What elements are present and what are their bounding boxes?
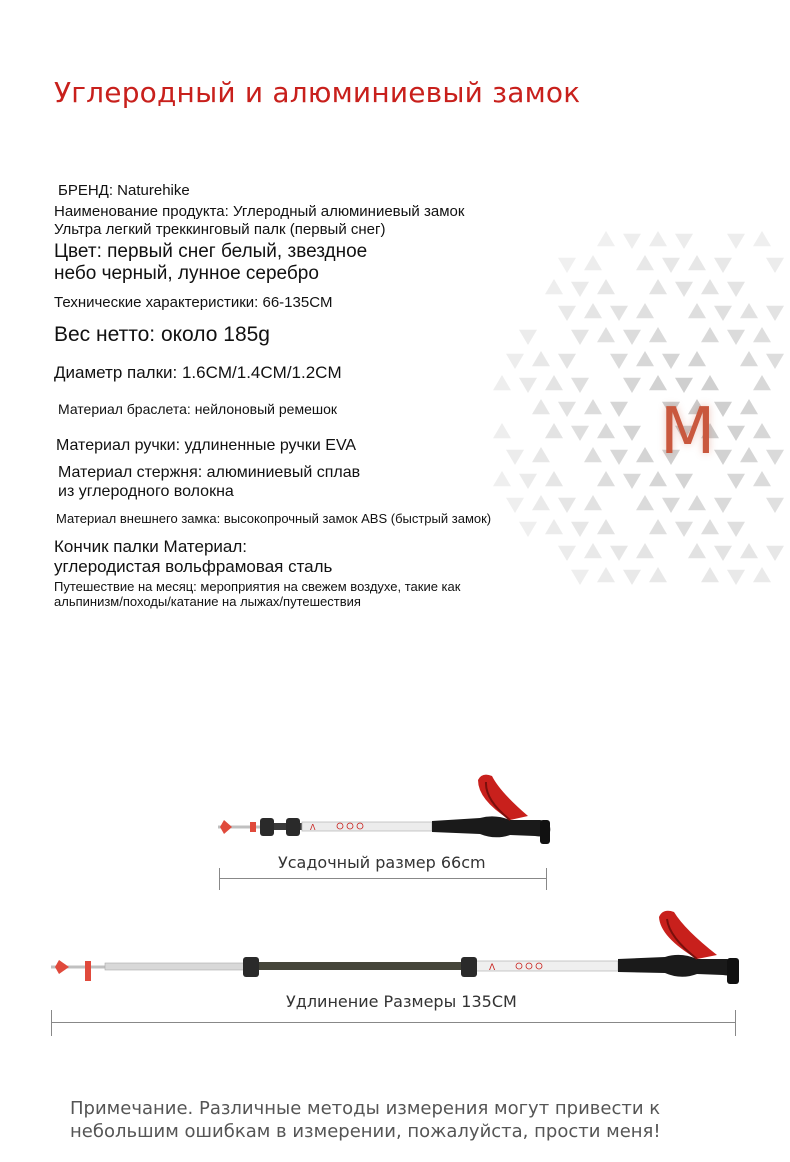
pole-short-ruler-end (546, 868, 547, 890)
spec-specifications: Технические характеристики: 66-135CM (54, 294, 333, 311)
spec-handle-material: Материал ручки: удлиненные ручки EVA (56, 437, 357, 454)
page-title: Углеродный и алюминиевый замок (54, 76, 581, 109)
measurement-note: Примечание. Различные методы измерения могут привести к небольшим ошибкам в измерении, пожалуйста, прости меня! (70, 1098, 661, 1142)
pole-long-ruler (51, 1022, 736, 1023)
size-badge-letter: M (660, 395, 716, 469)
pole-short-ruler (219, 878, 547, 879)
spec-net-weight: Вес нетто: около 185g (54, 323, 270, 346)
trekking-pole-long-icon (45, 905, 755, 990)
snowflake-pattern-icon (450, 230, 790, 630)
spec-product-name: Наименование продукта: Углеродный алюминиевый замок Ультра легкий треккинговый палк (первый снег) (54, 203, 465, 238)
trekking-pole-short-icon (210, 770, 570, 855)
spec-tip-material: Кончик палки Материал: углеродистая вольфрамовая сталь (54, 537, 333, 577)
pole-long-ruler-end (735, 1010, 736, 1036)
pole-short-ruler-start (219, 868, 220, 890)
spec-brand: БРЕНД: Naturehike (58, 182, 190, 199)
svg-text:Λ: Λ (310, 823, 316, 832)
spec-rod-material: Материал стержня: алюминиевый сплав из углеродного волокна (58, 464, 361, 500)
spec-strap-material: Материал браслета: нейлоновый ремешок (58, 401, 337, 417)
spec-color: Цвет: первый снег белый, звездное небо черный, лунное серебро (54, 241, 368, 285)
pole-long-ruler-start (51, 1010, 52, 1036)
spec-diameter: Диаметр палки: 1.6CM/1.4CM/1.2CM (54, 363, 342, 382)
svg-text:Λ: Λ (489, 963, 496, 973)
spec-lock-material: Материал внешнего замка: высокопрочный замок ABS (быстрый замок) (56, 511, 492, 526)
spec-usage: Путешествие на месяц: мероприятия на свежем воздухе, такие как альпинизм/походы/катание на лыжах/путешествия (54, 579, 461, 609)
pole-long-caption: Удлинение Размеры 135CM (286, 992, 517, 1011)
pole-short-caption: Усадочный размер 66cm (278, 853, 486, 872)
